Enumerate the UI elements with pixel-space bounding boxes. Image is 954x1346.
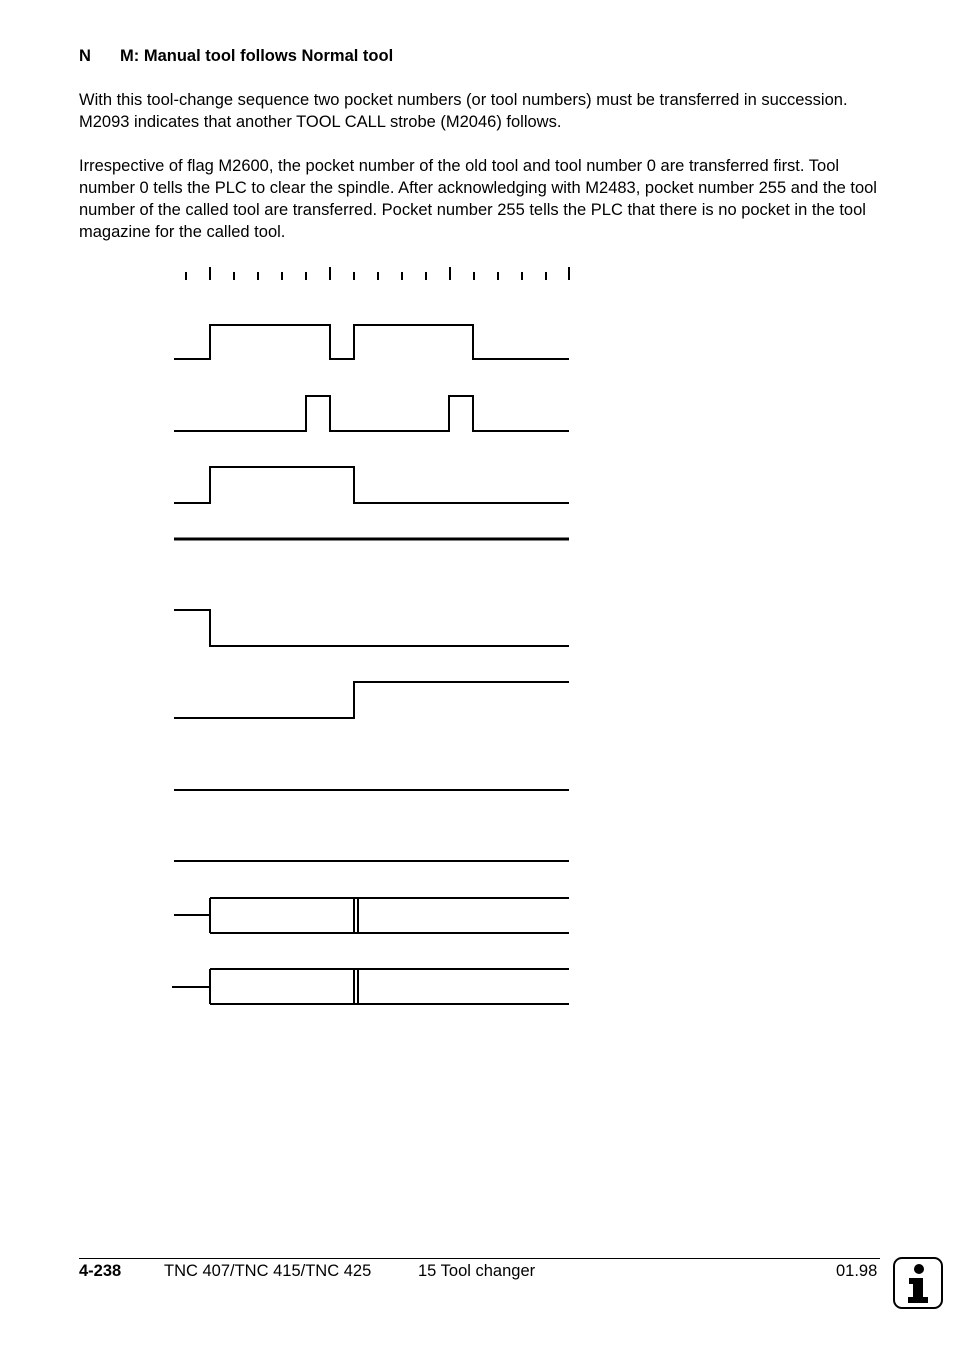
info-glyph (895, 1259, 941, 1307)
chapter-title: 15 Tool changer (418, 1262, 536, 1280)
tick-ruler (186, 267, 569, 280)
page-number: 4-238 (79, 1262, 122, 1280)
footer-rule (79, 1258, 880, 1259)
bus-trace-1 (174, 898, 569, 933)
revision-date: 01.98 (836, 1262, 878, 1280)
section-letter: N (79, 47, 91, 65)
signal-trace-3 (174, 467, 569, 503)
signal-trace-1 (174, 325, 569, 359)
signal-trace-6 (174, 682, 569, 718)
signal-trace-2 (174, 396, 569, 431)
bus-trace-2 (172, 969, 569, 1004)
signal-trace-5 (174, 610, 569, 646)
paragraph-2: Irrespective of flag M2600, the pocket number of the old tool and tool number 0 are transferred first. Tool number 0 tells the PLC to clear the spindle. After acknowledging with M2483, pocket number 255 and the tool number of the called tool are transferred. Pocket number 255 tells the PLC that there is no pocket in the tool magazine for the called tool. (79, 157, 877, 241)
product-name: TNC 407/TNC 415/TNC 425 (164, 1262, 372, 1280)
info-icon (893, 1257, 943, 1309)
paragraph-1: With this tool-change sequence two pocket numbers (or tool numbers) must be transferred in succession. M2093 indicates that another TOOL CALL strobe (M2046) follows. (79, 91, 848, 131)
section-title: M: Manual tool follows Normal tool (120, 47, 394, 65)
